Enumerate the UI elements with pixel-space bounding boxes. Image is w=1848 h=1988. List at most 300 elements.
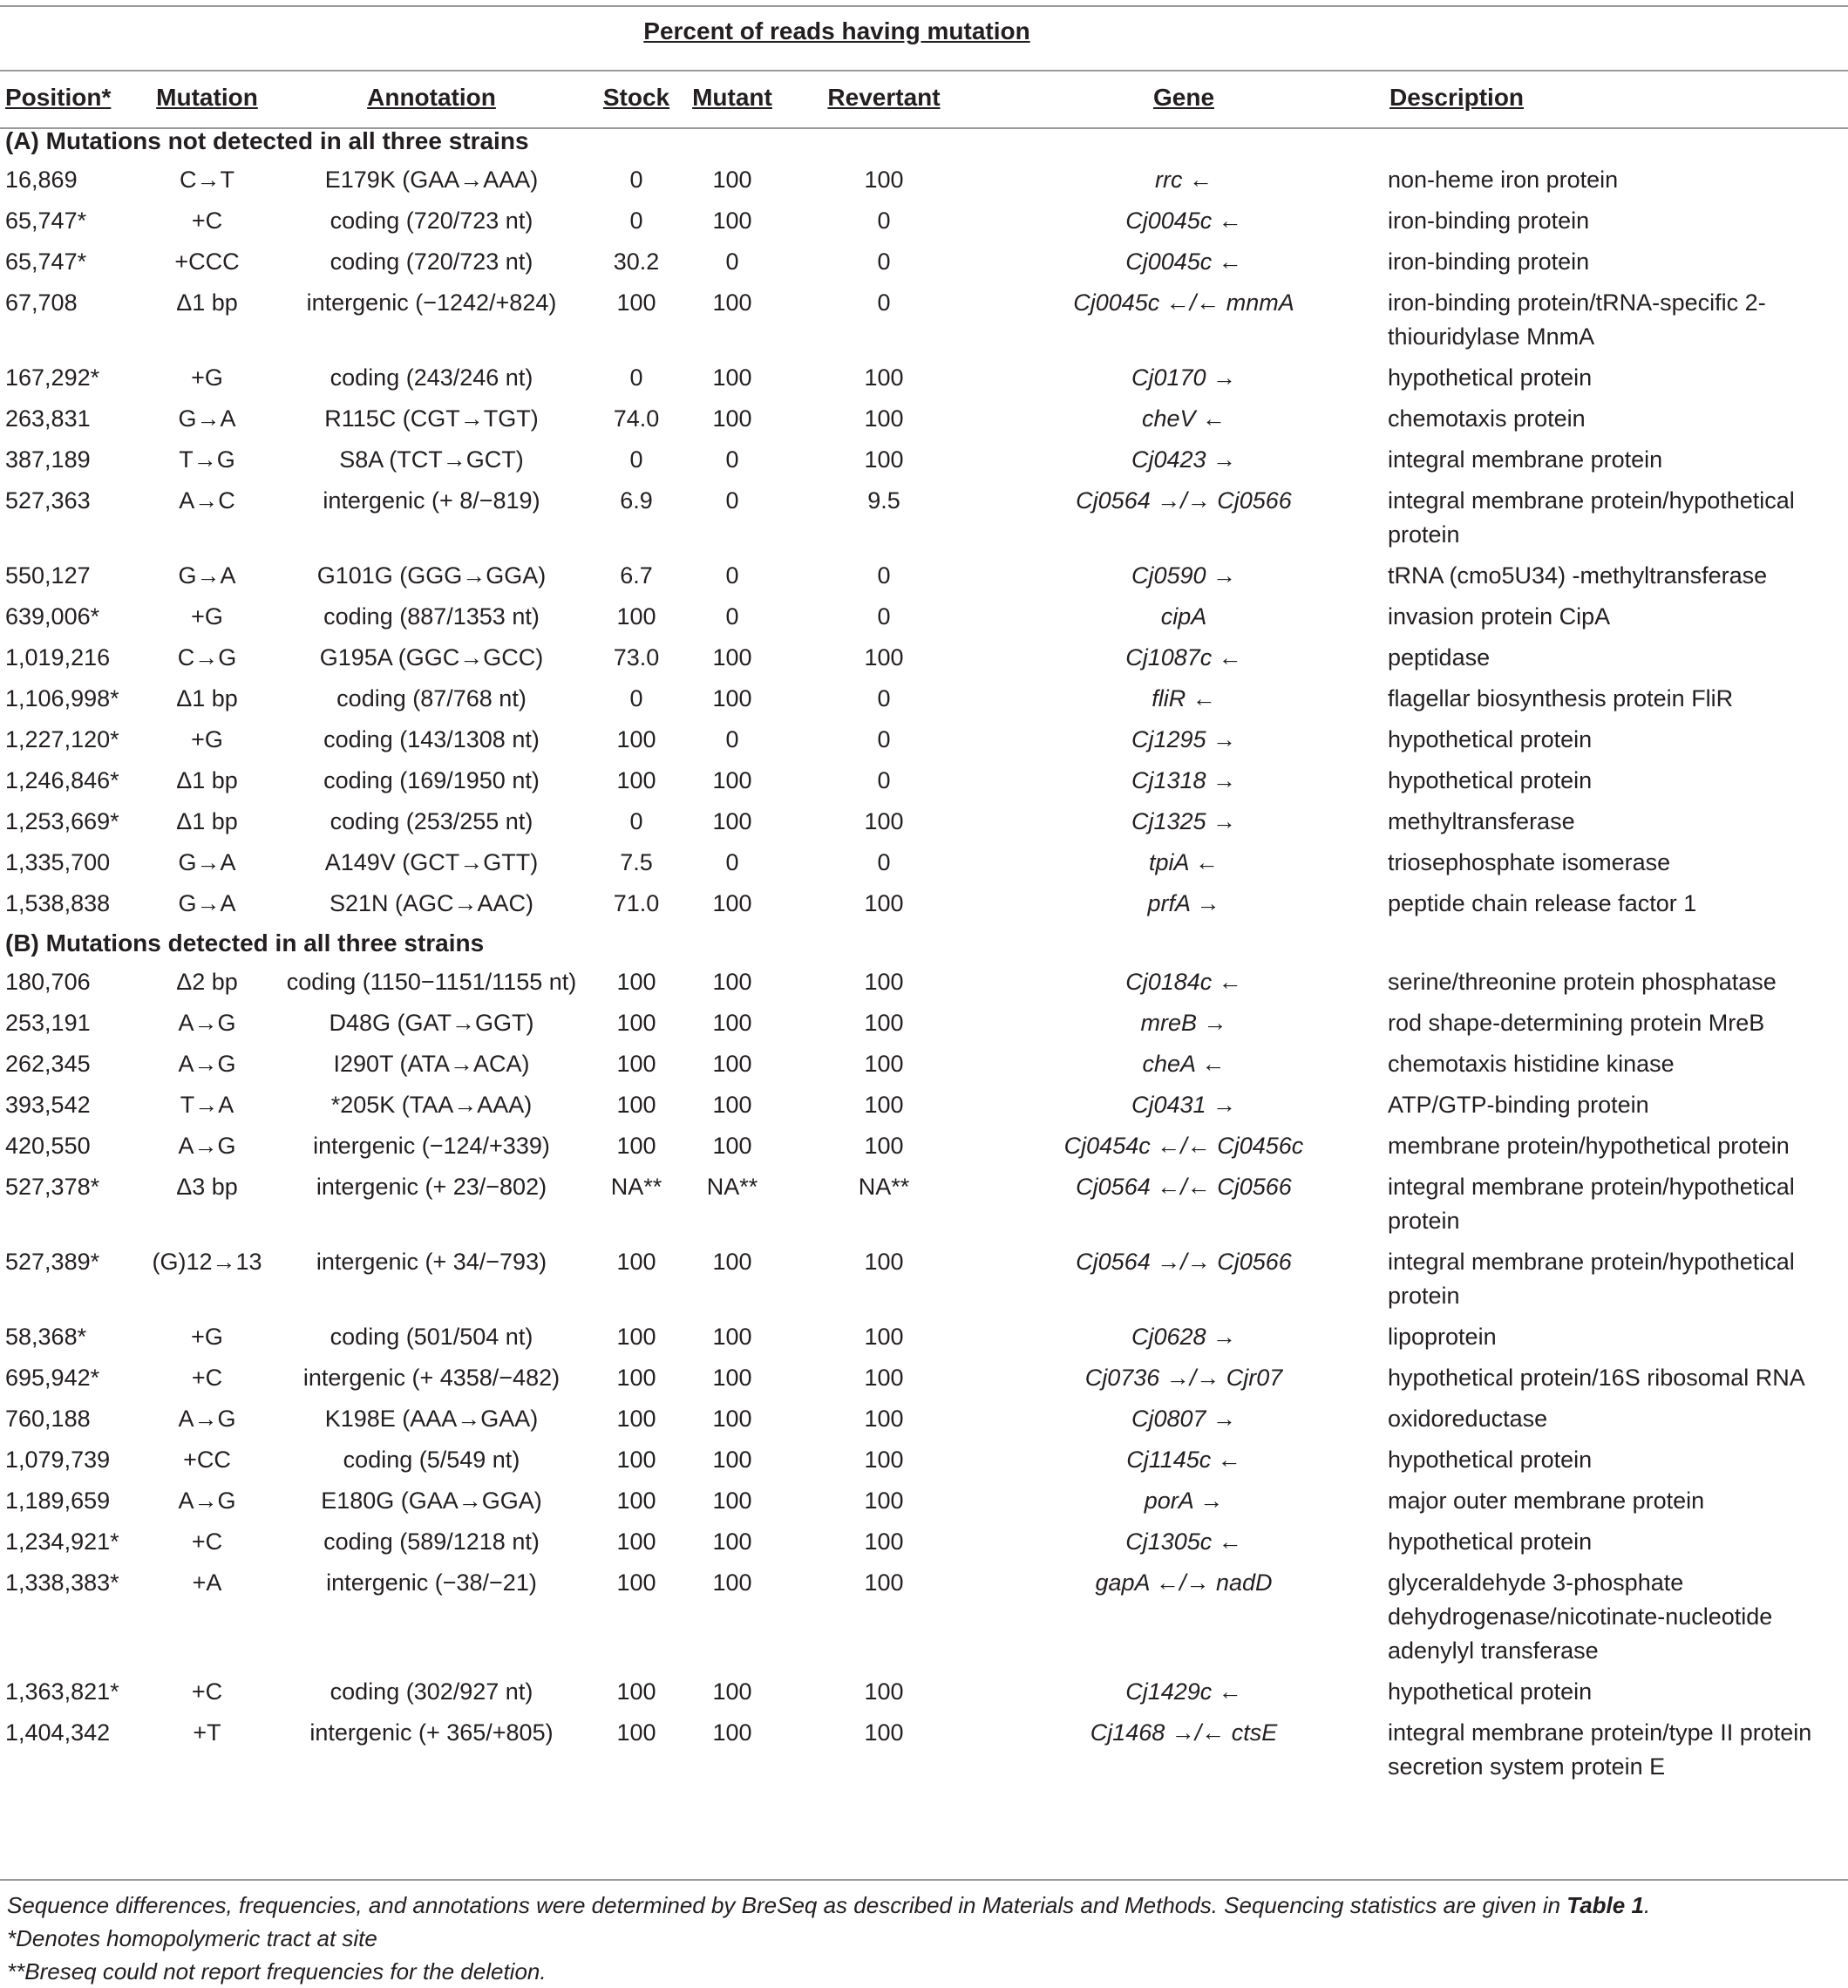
cell-description: triosephosphate isomerase (1388, 849, 1671, 875)
cell-stock: 100 (616, 1133, 656, 1159)
cell-revertant: 100 (864, 644, 904, 671)
cell-revertant: 100 (864, 1569, 904, 1596)
cell-mutant: 100 (712, 1488, 752, 1514)
cell-mutant: 100 (712, 644, 752, 671)
cell-stock: 100 (616, 1406, 656, 1432)
cell-mutation: Δ1 bp (176, 808, 238, 834)
cell-annotation: intergenic (+ 23/−802) (316, 1174, 547, 1200)
cell-gene: cipA (1160, 603, 1207, 630)
cell-stock: 0 (629, 208, 643, 234)
cell-annotation: S21N (AGC→AAC) (329, 890, 534, 916)
cell-mutation: +A (192, 1569, 222, 1596)
cell-mutant: 100 (712, 289, 752, 316)
cell-mutation: Δ2 bp (176, 969, 238, 995)
cell-mutant: 0 (725, 562, 739, 589)
cell-mutation: T→A (180, 1092, 234, 1118)
cell-revertant: 100 (864, 1406, 904, 1432)
cell-mutant: 100 (712, 364, 752, 391)
cell-position: 1,227,120* (5, 726, 119, 752)
table-row (0, 201, 1848, 242)
super-header: Percent of reads having mutation (643, 17, 1030, 44)
cell-description: invasion protein CipA (1388, 603, 1611, 630)
cell-mutation: C→T (180, 167, 234, 193)
cell-position: 1,106,998* (5, 685, 119, 711)
cell-revertant: 0 (877, 767, 891, 793)
cell-stock: 100 (616, 1719, 656, 1746)
cell-annotation: coding (302/927 nt) (330, 1678, 533, 1705)
cell-position: 65,747* (5, 208, 87, 234)
cell-mutant: 100 (712, 1678, 752, 1705)
cell-gene: Cj0564 ←/← Cj0566 (1076, 1174, 1292, 1200)
cell-stock: 6.9 (620, 487, 653, 514)
cell-mutant: 100 (712, 1569, 752, 1596)
cell-revertant: 0 (877, 562, 891, 589)
cell-description: hypothetical protein (1388, 1528, 1593, 1555)
cell-annotation: I290T (ATA→ACA) (333, 1051, 530, 1077)
cell-stock: 30.2 (613, 248, 660, 275)
table-row (0, 1126, 1848, 1167)
cell-annotation: coding (589/1218 nt) (323, 1528, 540, 1555)
cell-gene: Cj0045c ← (1125, 248, 1242, 275)
cell-revertant: 100 (864, 167, 904, 193)
cell-annotation: coding (501/504 nt) (330, 1324, 533, 1350)
cell-annotation: intergenic (−124/+339) (313, 1133, 550, 1159)
cell-mutant: 100 (712, 167, 752, 193)
cell-mutation: G→A (178, 849, 236, 875)
cell-mutation: +CC (183, 1447, 231, 1473)
cell-mutant: 100 (712, 685, 752, 711)
cell-position: 387,189 (5, 446, 91, 473)
cell-position: 58,368* (5, 1324, 87, 1350)
cell-description: peptide chain release factor 1 (1388, 890, 1697, 916)
cell-mutant: 100 (712, 1719, 752, 1746)
cell-position: 1,234,921* (5, 1528, 119, 1555)
cell-revertant: 100 (864, 446, 904, 473)
mutations-table (0, 84, 1848, 1787)
cell-mutation: (G)12→13 (152, 1249, 262, 1275)
cell-gene: cheA ← (1142, 1051, 1226, 1077)
cell-gene: Cj0628 → (1131, 1324, 1237, 1350)
cell-description: hypothetical protein (1388, 1447, 1593, 1473)
cell-description: major outer membrane protein (1388, 1488, 1705, 1514)
section-title: (A) Mutations not detected in all three strains (5, 127, 529, 154)
cell-gene: Cj1295 → (1131, 726, 1237, 752)
cell-description: integral membrane protein/hypothetical protein (1388, 487, 1795, 548)
cell-revertant: 100 (864, 1447, 904, 1473)
cell-position: 1,246,846* (5, 767, 119, 793)
table-row (0, 1358, 1848, 1399)
cell-revertant: 0 (877, 685, 891, 711)
cell-mutation: +C (191, 1365, 223, 1391)
cell-annotation: intergenic (+ 34/−793) (316, 1249, 547, 1275)
table-row (0, 1562, 1848, 1671)
table-row (0, 637, 1848, 678)
cell-gene: Cj0045c ← (1125, 208, 1242, 234)
cell-annotation: E179K (GAA→AAA) (324, 167, 539, 193)
table-row (0, 1003, 1848, 1044)
cell-mutant: 100 (712, 1133, 752, 1159)
cell-gene: Cj1468 →/← ctsE (1090, 1719, 1278, 1746)
cell-gene: gapA ←/→ nadD (1095, 1569, 1273, 1596)
cell-mutation: G→A (178, 562, 236, 589)
cell-gene: Cj0431 → (1131, 1092, 1237, 1118)
cell-stock: 71.0 (613, 890, 660, 916)
cell-revertant: 100 (864, 405, 904, 432)
cell-position: 527,363 (5, 487, 91, 514)
table-row (0, 1440, 1848, 1481)
cell-stock: 0 (629, 446, 643, 473)
cell-annotation: R115C (CGT→TGT) (324, 405, 539, 432)
header-row (0, 84, 1848, 122)
header-position: Position* (5, 84, 112, 111)
cell-mutation: +G (191, 1324, 223, 1350)
cell-stock: 0 (629, 685, 643, 711)
cell-position: 639,006* (5, 603, 100, 630)
cell-mutation: C→G (177, 644, 237, 671)
cell-annotation: intergenic (−1242/+824) (306, 289, 557, 316)
table-row (0, 242, 1848, 283)
cell-description: hypothetical protein (1388, 767, 1593, 793)
cell-annotation: *205K (TAA→AAA) (330, 1092, 533, 1118)
cell-stock: 0 (629, 364, 643, 391)
cell-description: membrane protein/hypothetical protein (1388, 1133, 1790, 1159)
cell-gene: Cj0045c ←/← mnmA (1073, 289, 1294, 316)
section-header-row (0, 924, 1848, 962)
cell-revertant: 0 (877, 849, 891, 875)
cell-mutant: 0 (725, 726, 739, 752)
cell-mutant: 100 (712, 1528, 752, 1555)
cell-mutant: 100 (712, 808, 752, 834)
cell-description: chemotaxis histidine kinase (1388, 1051, 1675, 1077)
cell-annotation: coding (169/1950 nt) (323, 767, 540, 793)
cell-description: iron-binding protein (1388, 208, 1590, 234)
cell-stock: 100 (616, 1528, 656, 1555)
cell-stock: 6.7 (620, 562, 653, 589)
cell-revertant: 0 (877, 726, 891, 752)
table-row (0, 398, 1848, 439)
table-row (0, 678, 1848, 719)
cell-position: 262,345 (5, 1051, 91, 1077)
table-ref: Table 1 (1566, 1892, 1644, 1918)
header-gene: Gene (1152, 84, 1215, 111)
cell-revertant: 100 (864, 1249, 904, 1275)
table-row (0, 1399, 1848, 1440)
table-row (0, 962, 1848, 1003)
cell-position: 393,542 (5, 1092, 91, 1118)
cell-gene: Cj0590 → (1131, 562, 1237, 589)
cell-gene: Cj1305c ← (1125, 1528, 1242, 1555)
cell-annotation: S8A (TCT→GCT) (339, 446, 524, 473)
table-row (0, 719, 1848, 760)
cell-revertant: 100 (864, 969, 904, 995)
cell-mutation: A→C (179, 487, 235, 514)
bottom-rule (0, 1879, 1848, 1881)
cell-annotation: G195A (GGC→GCC) (319, 644, 544, 671)
cell-revertant: 100 (864, 808, 904, 834)
cell-revertant: 0 (877, 248, 891, 275)
cell-mutant: NA** (706, 1174, 758, 1200)
cell-annotation: coding (253/255 nt) (330, 808, 533, 834)
cell-annotation: coding (1150−1151/1155 nt) (286, 969, 577, 995)
cell-position: 1,019,216 (5, 644, 111, 671)
cell-stock: 100 (616, 1678, 656, 1705)
cell-gene: rrc ← (1155, 167, 1213, 193)
cell-position: 1,538,838 (5, 890, 111, 916)
cell-mutant: 0 (725, 603, 739, 630)
cell-annotation: E180G (GAA→GGA) (321, 1488, 542, 1514)
cell-description: integral membrane protein/type II protein secretion system protein E (1388, 1719, 1812, 1780)
table-row (0, 596, 1848, 637)
cell-annotation: A149V (GCT→GTT) (324, 849, 539, 875)
cell-mutant: 100 (712, 1092, 752, 1118)
cell-revertant: 100 (864, 1133, 904, 1159)
cell-mutation: +G (191, 603, 223, 630)
table-body (0, 122, 1848, 1787)
cell-stock: 100 (616, 969, 656, 995)
cell-stock: 100 (616, 1447, 656, 1473)
cell-revertant: 100 (864, 1719, 904, 1746)
cell-description: serine/threonine protein phosphatase (1388, 969, 1777, 995)
cell-position: 16,869 (5, 167, 78, 193)
cell-annotation: coding (143/1308 nt) (323, 726, 540, 752)
cell-stock: 100 (616, 1249, 656, 1275)
cell-mutant: 100 (712, 1010, 752, 1036)
cell-stock: 100 (616, 603, 656, 630)
cell-stock: 100 (616, 1324, 656, 1350)
cell-position: 695,942* (5, 1365, 100, 1391)
cell-mutant: 100 (712, 890, 752, 916)
cell-revertant: 100 (864, 1092, 904, 1118)
cell-mutation: A→G (178, 1488, 236, 1514)
cell-position: 67,708 (5, 289, 78, 316)
table-row (0, 439, 1848, 480)
cell-stock: 100 (616, 726, 656, 752)
cell-mutation: Δ3 bp (176, 1174, 238, 1200)
cell-mutant: 100 (712, 1365, 752, 1391)
table-row (0, 883, 1848, 924)
footnote-2: *Denotes homopolymeric tract at site (7, 1925, 377, 1951)
table-row (0, 160, 1848, 201)
table-row (0, 1242, 1848, 1317)
cell-stock: 0 (629, 167, 643, 193)
cell-position: 1,189,659 (5, 1488, 111, 1514)
section-title: (B) Mutations detected in all three strains (5, 929, 485, 957)
cell-gene: Cj0736 →/→ Cjr07 (1084, 1365, 1283, 1391)
cell-mutant: 100 (712, 1447, 752, 1473)
cell-mutant: 100 (712, 208, 752, 234)
table-row (0, 1712, 1848, 1787)
cell-gene: Cj0170 → (1131, 364, 1237, 391)
cell-gene: Cj0807 → (1131, 1406, 1237, 1432)
cell-position: 1,335,700 (5, 849, 111, 875)
table-row (0, 801, 1848, 842)
cell-description: flagellar biosynthesis protein FliR (1388, 685, 1734, 711)
cell-annotation: coding (87/768 nt) (336, 685, 527, 711)
cell-stock: 0 (629, 808, 643, 834)
cell-stock: 100 (616, 1569, 656, 1596)
cell-annotation: G101G (GGG→GGA) (316, 562, 547, 589)
cell-annotation: intergenic (+ 8/−819) (323, 487, 540, 514)
cell-mutation: A→G (178, 1133, 236, 1159)
cell-revertant: 0 (877, 208, 891, 234)
cell-position: 263,831 (5, 405, 91, 432)
table-row (0, 357, 1848, 398)
section-header-row (0, 122, 1848, 160)
cell-position: 1,404,342 (5, 1719, 111, 1746)
cell-revertant: 100 (864, 1051, 904, 1077)
table-row (0, 760, 1848, 801)
cell-gene: Cj1318 → (1131, 767, 1237, 793)
cell-mutation: Δ1 bp (176, 685, 238, 711)
cell-gene: prfA → (1147, 890, 1220, 916)
cell-mutation: A→G (178, 1051, 236, 1077)
cell-revertant: 100 (864, 1010, 904, 1036)
table-row (0, 1085, 1848, 1126)
cell-annotation: intergenic (+ 4358/−482) (302, 1365, 561, 1391)
cell-description: lipoprotein (1388, 1324, 1497, 1350)
cell-description: methyltransferase (1388, 808, 1575, 834)
cell-mutant: 100 (712, 969, 752, 995)
cell-revertant: 9.5 (867, 487, 900, 514)
cell-mutant: 0 (725, 487, 739, 514)
cell-revertant: 100 (864, 890, 904, 916)
cell-mutant: 100 (712, 405, 752, 432)
cell-stock: NA** (610, 1174, 662, 1200)
cell-description: integral membrane protein/hypothetical protein (1388, 1174, 1795, 1234)
cell-position: 253,191 (5, 1010, 91, 1036)
cell-position: 1,079,739 (5, 1447, 111, 1473)
cell-mutant: 100 (712, 767, 752, 793)
cell-description: rod shape-determining protein MreB (1388, 1010, 1765, 1036)
cell-mutant: 100 (712, 1249, 752, 1275)
cell-annotation: D48G (GAT→GGT) (329, 1010, 534, 1036)
header-mutant: Mutant (692, 84, 772, 111)
cell-annotation: intergenic (+ 365/+805) (309, 1719, 554, 1746)
cell-annotation: K198E (AAA→GAA) (324, 1406, 539, 1432)
table-row (0, 283, 1848, 357)
header-revertant: Revertant (827, 84, 941, 111)
cell-mutation: G→A (178, 890, 236, 916)
cell-stock: 100 (616, 1365, 656, 1391)
cell-description: integral membrane protein/hypothetical protein (1388, 1249, 1795, 1309)
cell-mutation: T→G (179, 446, 235, 473)
cell-revertant: 100 (864, 364, 904, 391)
header-stock: Stock (602, 84, 670, 111)
cell-description: hypothetical protein (1388, 1678, 1593, 1705)
cell-gene: cheV ← (1141, 405, 1226, 432)
cell-stock: 100 (616, 1092, 656, 1118)
cell-mutation: +C (191, 1528, 223, 1555)
cell-position: 527,389* (5, 1249, 100, 1275)
cell-position: 760,188 (5, 1406, 91, 1432)
cell-stock: 100 (616, 1010, 656, 1036)
cell-mutant: 0 (725, 248, 739, 275)
cell-description: non-heme iron protein (1388, 167, 1619, 193)
cell-description: tRNA (cmo5U34) -methyltransferase (1388, 562, 1768, 589)
cell-stock: 7.5 (620, 849, 653, 875)
cell-mutation: +G (191, 364, 223, 391)
cell-position: 180,706 (5, 969, 91, 995)
cell-stock: 100 (616, 289, 656, 316)
cell-gene: Cj0423 → (1131, 446, 1237, 473)
cell-annotation: coding (5/549 nt) (343, 1447, 520, 1473)
cell-stock: 100 (616, 767, 656, 793)
cell-description: peptidase (1388, 644, 1491, 671)
header-annotation: Annotation (367, 84, 496, 111)
footnote-1: Sequence differences, frequencies, and annotations were determined by BreSeq as described in Materials and Methods. Sequencing statistics are given in Table 1. (7, 1892, 1651, 1918)
cell-position: 1,253,669* (5, 808, 119, 834)
cell-description: ATP/GTP-binding protein (1388, 1092, 1649, 1118)
cell-stock: 100 (616, 1488, 656, 1514)
footnotes (7, 1889, 1838, 1988)
table-row (0, 1522, 1848, 1562)
cell-position: 167,292* (5, 364, 100, 391)
cell-gene: Cj1429c ← (1125, 1678, 1242, 1705)
cell-annotation: coding (720/723 nt) (330, 248, 533, 275)
cell-description: iron-binding protein/tRNA-specific 2-thiouridylase MnmA (1388, 289, 1766, 350)
cell-mutant: 100 (712, 1051, 752, 1077)
cell-gene: Cj0564 →/→ Cj0566 (1076, 1249, 1292, 1275)
cell-annotation: intergenic (−38/−21) (326, 1569, 537, 1596)
cell-stock: 100 (616, 1051, 656, 1077)
table-row (0, 480, 1848, 555)
header-description: Description (1389, 84, 1525, 111)
cell-revertant: 100 (864, 1324, 904, 1350)
cell-gene: mreB → (1140, 1010, 1227, 1036)
cell-description: iron-binding protein (1388, 248, 1590, 275)
cell-revertant: NA** (858, 1174, 910, 1200)
cell-revertant: 100 (864, 1488, 904, 1514)
cell-position: 527,378* (5, 1174, 100, 1200)
cell-mutation: +G (191, 726, 223, 752)
table-row (0, 1167, 1848, 1242)
cell-gene: Cj0564 →/→ Cj0566 (1076, 487, 1292, 514)
cell-mutant: 100 (712, 1324, 752, 1350)
cell-position: 65,747* (5, 248, 87, 275)
cell-gene: tpiA ← (1148, 849, 1220, 875)
cell-description: hypothetical protein/16S ribosomal RNA (1388, 1365, 1805, 1391)
header-mutation: Mutation (156, 84, 258, 111)
cell-mutation: Δ1 bp (176, 289, 238, 316)
cell-mutation: A→G (178, 1010, 236, 1036)
table-row (0, 1671, 1848, 1712)
cell-description: integral membrane protein (1388, 446, 1663, 473)
cell-mutant: 100 (712, 1406, 752, 1432)
cell-stock: 74.0 (613, 405, 660, 432)
cell-mutant: 0 (725, 446, 739, 473)
cell-position: 1,363,821* (5, 1678, 119, 1705)
cell-description: hypothetical protein (1388, 726, 1593, 752)
cell-mutation: Δ1 bp (176, 767, 238, 793)
cell-description: glyceraldehyde 3-phosphate dehydrogenase/nicotinate-nucleotide adenylyl transferase (1388, 1569, 1773, 1664)
cell-gene: Cj0184c ← (1125, 969, 1242, 995)
super-header-rule (0, 70, 1848, 71)
cell-mutation: +CCC (174, 248, 240, 275)
cell-mutant: 0 (725, 849, 739, 875)
footnote-3: **Breseq could not report frequencies for the deletion. (7, 1958, 547, 1985)
table-row (0, 842, 1848, 883)
cell-gene: Cj1325 → (1131, 808, 1237, 834)
table-row (0, 555, 1848, 596)
cell-gene: Cj1145c ← (1126, 1447, 1241, 1473)
cell-stock: 73.0 (613, 644, 660, 671)
cell-revertant: 100 (864, 1528, 904, 1555)
cell-gene: fliR ← (1152, 685, 1216, 711)
cell-revertant: 100 (864, 1678, 904, 1705)
cell-revertant: 0 (877, 289, 891, 316)
table-row (0, 1044, 1848, 1085)
cell-mutation: A→G (178, 1406, 236, 1432)
